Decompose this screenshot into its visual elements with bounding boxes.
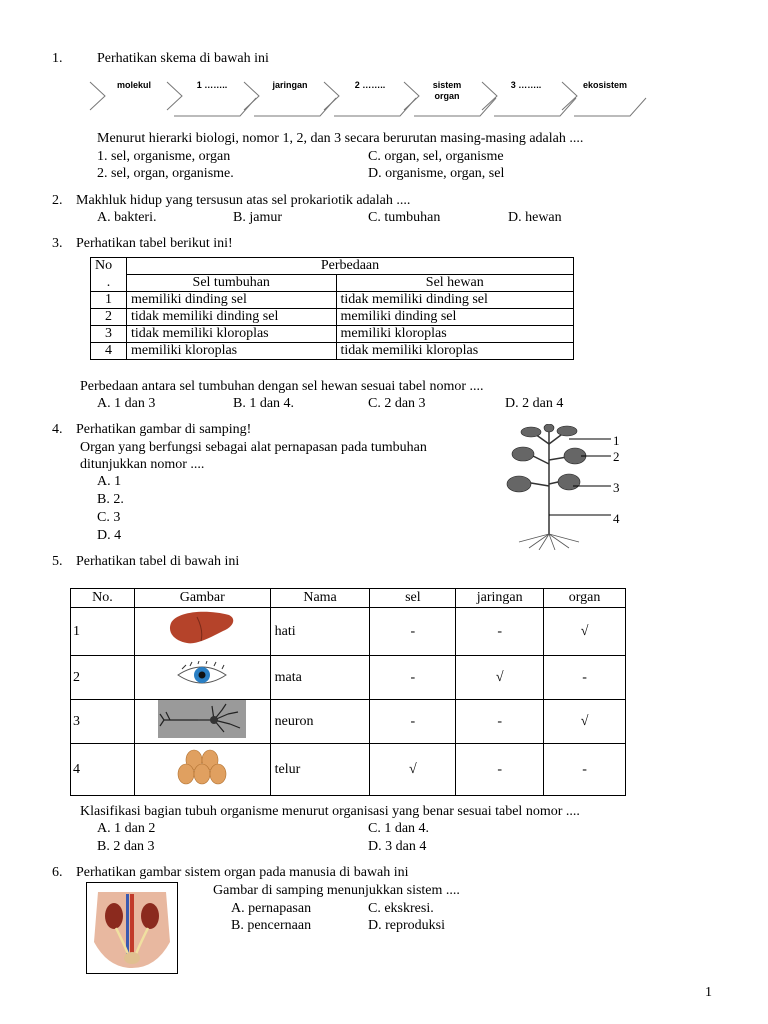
row-no: 3: [91, 326, 127, 343]
th-no-bottom: .: [91, 275, 127, 292]
plant-label-2: 2: [613, 449, 620, 464]
q4-question-line2: ditunjukkan nomor ....: [80, 457, 205, 472]
row-no: 1: [71, 608, 135, 656]
q4-option-d: D. 4: [97, 528, 122, 543]
row-jaringan: -: [456, 608, 544, 656]
schema-blank-3: 3 ……..: [510, 80, 542, 90]
row-jaringan: -: [456, 744, 544, 796]
schema-jaringan: jaringan: [272, 80, 308, 90]
row-no: 2: [91, 309, 127, 326]
liver-image: [134, 608, 270, 656]
q3-option-d: D. 2 dan 4: [505, 396, 564, 411]
q2-option-d: D. hewan: [508, 210, 562, 225]
table-row: [71, 656, 626, 700]
eye-image: [134, 656, 270, 700]
q6-option-b: B. pencernaan: [231, 918, 312, 933]
row-animal: tidak memiliki dinding sel: [336, 292, 573, 309]
q4-option-c: C. 3: [97, 510, 121, 525]
q5-number: 5.: [52, 554, 63, 569]
row-sel: -: [370, 608, 456, 656]
row-animal: memiliki dinding sel: [336, 309, 573, 326]
table-row: [91, 326, 574, 343]
q1-option-c: C. organ, sel, organisme: [368, 149, 504, 164]
th-nama: Nama: [270, 589, 370, 608]
row-nama: telur: [270, 744, 370, 796]
q4-prompt: Perhatikan gambar di samping!: [76, 422, 252, 437]
q5-option-a: A. 1 dan 2: [97, 821, 156, 836]
plant-illustration: [505, 424, 655, 550]
neuron-icon: [158, 700, 246, 738]
row-nama: neuron: [270, 700, 370, 744]
row-sel: -: [370, 700, 456, 744]
q1-option-b: 2. sel, organ, organisme.: [97, 166, 234, 181]
q3-number: 3.: [52, 236, 63, 251]
th-no: No.: [71, 589, 135, 608]
table-row: [71, 608, 626, 656]
excretory-system-image: [86, 882, 178, 974]
schema-blank-1: 1 ……..: [196, 80, 228, 90]
table-row: [91, 292, 574, 309]
q5-prompt: Perhatikan tabel di bawah ini: [76, 554, 240, 569]
q1-option-a: 1. sel, organisme, organ: [97, 149, 231, 164]
th-no-top: No: [91, 258, 127, 275]
organization-table: [70, 588, 626, 796]
q4-number: 4.: [52, 422, 63, 437]
q6-option-a: A. pernapasan: [231, 901, 312, 916]
th-gambar: Gambar: [134, 589, 270, 608]
cell-difference-table: [90, 257, 574, 360]
th-sel: sel: [370, 589, 456, 608]
eggs-image: [134, 744, 270, 796]
q3-question: Perbedaan antara sel tumbuhan dengan sel hewan sesuai tabel nomor ....: [80, 379, 484, 394]
row-sel: -: [370, 656, 456, 700]
q2-option-b: B. jamur: [233, 210, 282, 225]
row-plant: tidak memiliki dinding sel: [126, 309, 336, 326]
row-no: 2: [71, 656, 135, 700]
row-plant: memiliki dinding sel: [126, 292, 336, 309]
q5-option-c: C. 1 dan 4.: [368, 821, 430, 836]
q3-option-b: B. 1 dan 4.: [233, 396, 295, 411]
q5-question: Klasifikasi bagian tubuh organisme menurut organisasi yang benar sesuai tabel nomor ....: [80, 804, 580, 819]
plant-label-3: 3: [613, 480, 620, 495]
row-organ: -: [544, 744, 626, 796]
row-organ: -: [544, 656, 626, 700]
row-animal: tidak memiliki kloroplas: [336, 343, 573, 360]
row-organ: √: [544, 700, 626, 744]
row-nama: hati: [270, 608, 370, 656]
plant-label-4: 4: [613, 511, 620, 526]
row-sel: √: [370, 744, 456, 796]
q4-option-b: B. 2.: [97, 492, 124, 507]
row-animal: memiliki kloroplas: [336, 326, 573, 343]
q5-option-d: D. 3 dan 4: [368, 839, 427, 854]
q4-option-a: A. 1: [97, 474, 122, 489]
row-no: 4: [71, 744, 135, 796]
q6-prompt: Perhatikan gambar sistem organ pada manusia di bawah ini: [76, 865, 409, 880]
row-nama: mata: [270, 656, 370, 700]
q1-number: 1.: [52, 51, 63, 66]
q4-question-line1: Organ yang berfungsi sebagai alat pernapasan pada tumbuhan: [80, 440, 427, 455]
schema-blank-2: 2 ……..: [354, 80, 386, 90]
table-row: [91, 309, 574, 326]
q6-number: 6.: [52, 865, 63, 880]
q6-option-d: D. reproduksi: [368, 918, 445, 933]
row-no: 3: [71, 700, 135, 744]
q2-number: 2.: [52, 193, 63, 208]
th-organ: organ: [544, 589, 626, 608]
q2-option-c: C. tumbuhan: [368, 210, 441, 225]
th-perbedaan: Perbedaan: [126, 258, 573, 275]
q1-prompt: Perhatikan skema di bawah ini: [97, 51, 269, 66]
liver-icon: [167, 609, 237, 649]
q6-question: Gambar di samping menunjukkan sistem ....: [213, 883, 460, 898]
row-no: 1: [91, 292, 127, 309]
schema-molekul: molekul: [116, 80, 151, 90]
row-no: 4: [91, 343, 127, 360]
row-plant: tidak memiliki kloroplas: [126, 326, 336, 343]
q5-option-b: B. 2 dan 3: [97, 839, 155, 854]
table-row: [91, 343, 574, 360]
th-jaringan: jaringan: [456, 589, 544, 608]
page-number: 1: [705, 985, 712, 1000]
eye-icon: [174, 661, 230, 689]
row-plant: memiliki kloroplas: [126, 343, 336, 360]
q2-question: Makhluk hidup yang tersusun atas sel prokariotik adalah ....: [76, 193, 411, 208]
schema-ekosistem: ekosistem: [582, 80, 628, 90]
row-organ: √: [544, 608, 626, 656]
q6-option-c: C. ekskresi.: [368, 901, 434, 916]
table-row: [71, 700, 626, 744]
plant-label-1: 1: [613, 433, 620, 448]
schema-sistem-organ: sistem organ: [432, 80, 462, 101]
eggs-icon: [176, 749, 228, 785]
row-jaringan: -: [456, 700, 544, 744]
row-jaringan: √: [456, 656, 544, 700]
q3-option-a: A. 1 dan 3: [97, 396, 156, 411]
th-sel-hewan: Sel hewan: [336, 275, 573, 292]
q3-option-c: C. 2 dan 3: [368, 396, 426, 411]
table-row: [71, 744, 626, 796]
th-sel-tumbuhan: Sel tumbuhan: [126, 275, 336, 292]
q2-option-a: A. bakteri.: [97, 210, 157, 225]
q1-option-d: D. organisme, organ, sel: [368, 166, 505, 181]
neuron-image: [134, 700, 270, 744]
q1-question: Menurut hierarki biologi, nomor 1, 2, dan 3 secara berurutan masing-masing adalah ....: [97, 131, 584, 146]
q3-prompt: Perhatikan tabel berikut ini!: [76, 236, 233, 251]
